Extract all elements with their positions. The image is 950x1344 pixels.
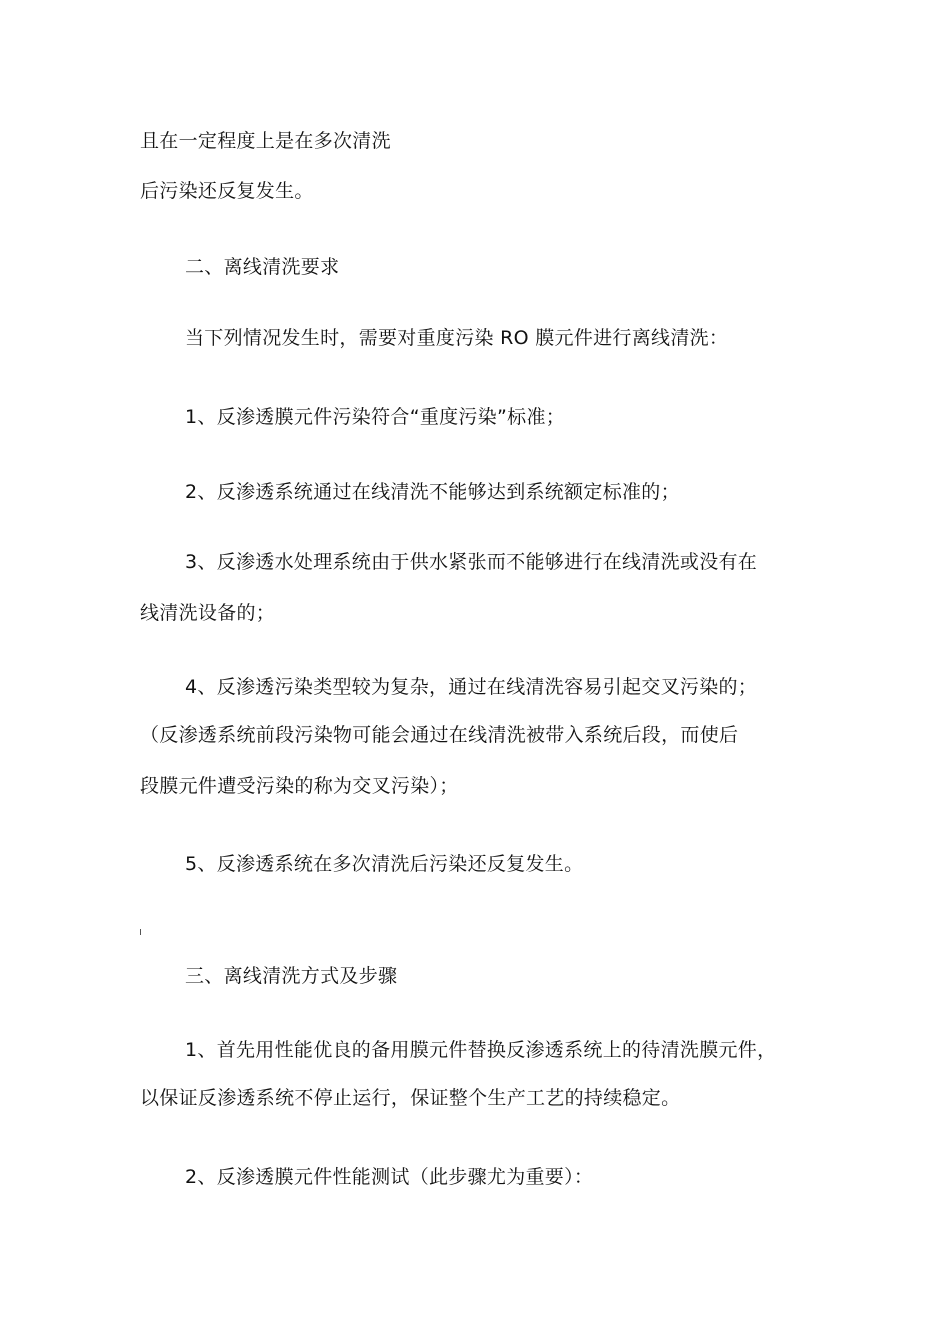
paragraph-line: （反渗透系统前段污染物可能会通过在线清洗被带入系统后段，而使后 <box>140 724 739 746</box>
list-item: 1、首先用性能优良的备用膜元件替换反渗透系统上的待清洗膜元件， <box>185 1039 777 1061</box>
list-item: 4、反渗透污染类型较为复杂，通过在线清洗容易引起交叉污染的； <box>185 676 758 698</box>
list-item: 2、反渗透膜元件性能测试（此步骤尤为重要）： <box>185 1166 594 1188</box>
stray-mark <box>140 929 141 935</box>
list-item-continuation: 以保证反渗透系统不停止运行，保证整个生产工艺的持续稳定。 <box>140 1087 681 1109</box>
paragraph-line: 且在一定程度上是在多次清洗 <box>140 130 391 152</box>
list-item-continuation: 线清洗设备的； <box>140 602 276 624</box>
section-heading: 二、离线清洗要求 <box>185 256 340 278</box>
paragraph-line: 后污染还反复发生。 <box>140 180 314 202</box>
list-item: 5、反渗透系统在多次清洗后污染还反复发生。 <box>185 853 584 875</box>
list-item: 3、反渗透水处理系统由于供水紧张而不能够进行在线清洗或没有在 <box>185 551 758 573</box>
paragraph-line: 段膜元件遭受污染的称为交叉污染）； <box>140 775 459 797</box>
section-heading: 三、离线清洗方式及步骤 <box>185 965 398 987</box>
list-item: 2、反渗透系统通过在线清洗不能够达到系统额定标准的； <box>185 481 680 503</box>
list-item: 1、反渗透膜元件污染符合“重度污染”标准； <box>185 406 566 428</box>
paragraph-line: 当下列情况发生时，需要对重度污染 RO 膜元件进行离线清洗： <box>185 327 729 349</box>
